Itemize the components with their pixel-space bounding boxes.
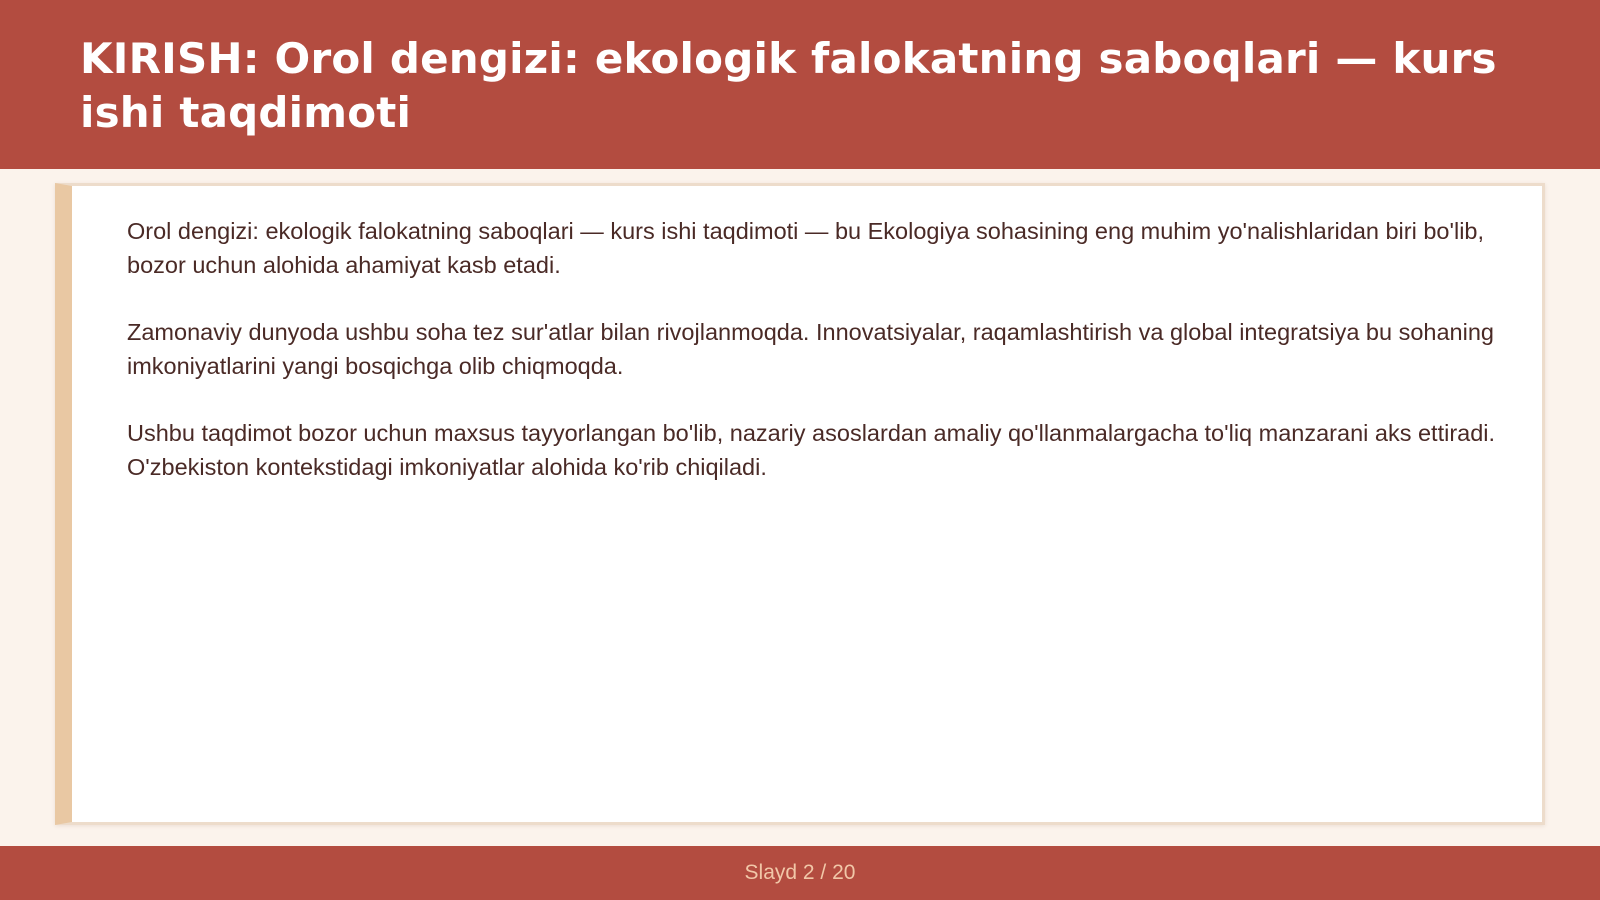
content-card	[55, 183, 1545, 825]
slide-footer	[0, 846, 1600, 900]
content-body	[127, 214, 1517, 517]
intro-paragraph: Orol dengizi: ekologik falokatning saboqlari — kurs ishi taqdimoti — bu Ekologiya sohasining eng muhim yo'nalishlaridan biri bo'lib, bozor uchun alohida ahamiyat kasb etadi.	[127, 218, 1485, 278]
purpose-paragraph: Ushbu taqdimot bozor uchun maxsus tayyorlangan bo'lib, nazariy asoslardan amaliy qo'llanmalargacha to'liq manzarani aks ettiradi. O'zbekiston kontekstidagi imkoniyatlar alohida ko'rib chiqiladi.	[127, 420, 1496, 480]
slide-counter: Slayd 2 / 20	[744, 861, 856, 884]
slide-title: KIRISH: Orol dengizi: ekologik falokatning saboqlari — kurs ishi taqdimoti	[80, 34, 1497, 137]
slide-header	[0, 0, 1600, 169]
trends-paragraph: Zamonaviy dunyoda ushbu soha tez sur'atlar bilan rivojlanmoqda. Innovatsiyalar, raqamlashtirish va global integratsiya bu sohaning imkoniyatlarini yangi bosqichga olib chiqmoqda.	[127, 319, 1494, 379]
